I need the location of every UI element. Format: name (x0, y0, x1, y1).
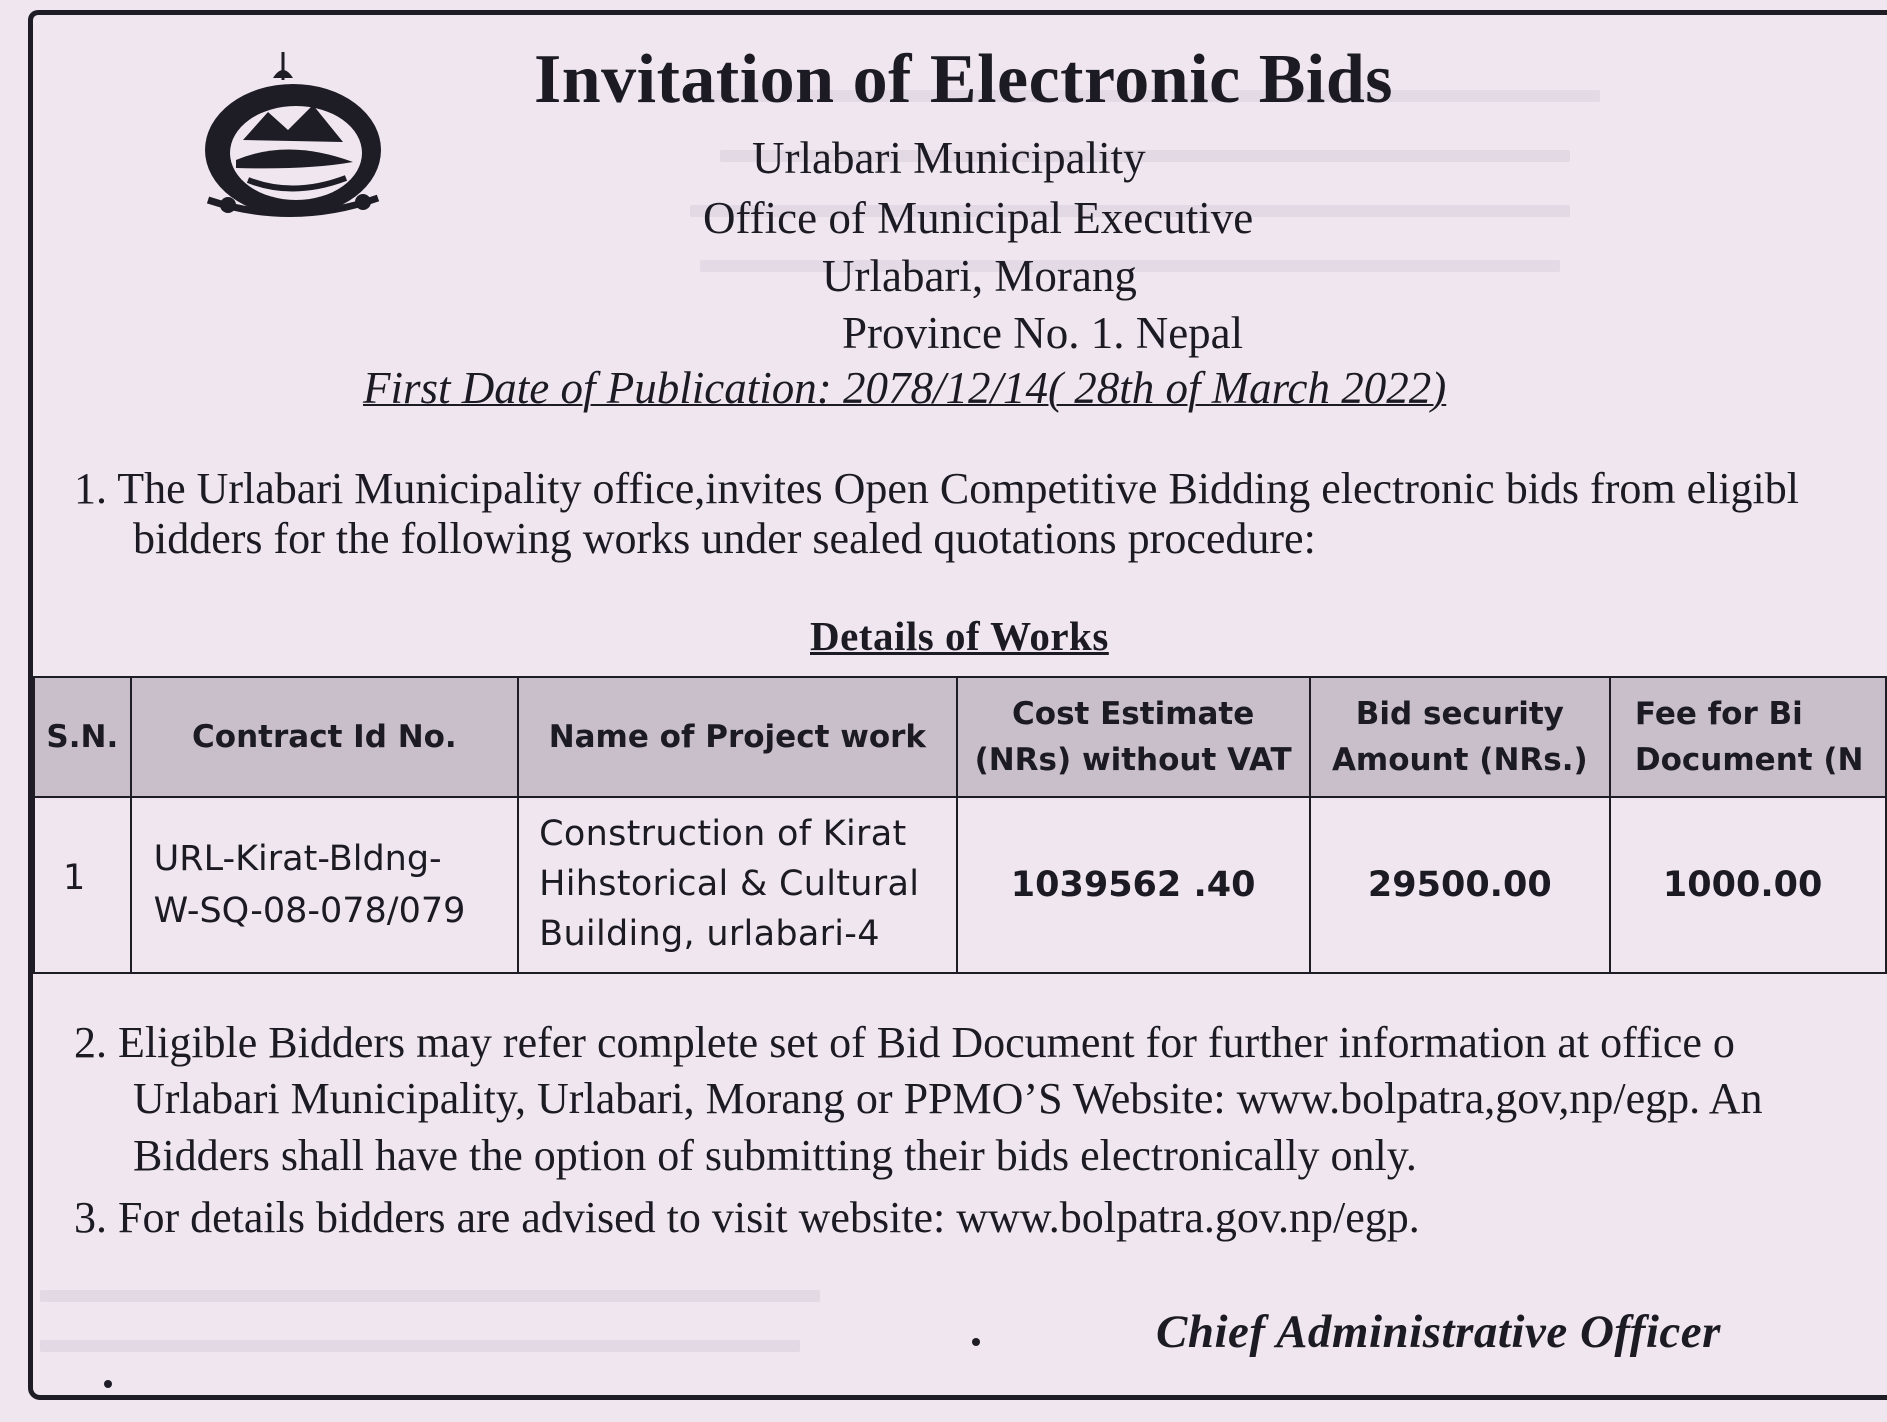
header-cost-line-1: Cost Estimate (1012, 695, 1255, 732)
province-name: Province No. 1. Nepal (842, 308, 1244, 358)
details-of-works-heading: Details of Works (810, 613, 1109, 659)
clause-3: 3. For details bidders are advised to visit website: www.bolpatra.gov.np/egp. (74, 1193, 1420, 1242)
header-security-line-2: Amount (NRs.) (1331, 742, 1588, 778)
table-row (34, 797, 1886, 973)
ink-dot (104, 1380, 112, 1388)
cell-project-name (518, 797, 956, 973)
cell-fee: 1000.00 (1610, 797, 1886, 973)
header-project-name: Name of Project work (518, 677, 956, 797)
cell-sn: 1 (34, 797, 131, 973)
publication-date: First Date of Publication: 2078/12/14( 28th of March 2022) (363, 363, 1447, 413)
header-fee (1610, 677, 1886, 797)
cell-cost-estimate: 1039562 .40 (957, 797, 1310, 973)
signatory-title: Chief Administrative Officer (1156, 1306, 1721, 1358)
header-security-line-1: Bid security (1355, 695, 1564, 732)
clause-1-line-1: 1. The Urlabari Municipality office,invites Open Competitive Bidding electronic bids from eligibl (74, 464, 1800, 513)
contract-id-line-2: W-SQ-08-078/079 (153, 891, 466, 931)
works-table (33, 676, 1887, 974)
header-cost-line-2: (NRs) without VAT (974, 742, 1292, 778)
organization-name: Urlabari Municipality (752, 133, 1146, 183)
cell-contract-id (131, 797, 519, 973)
header-fee-line-1: Fee for Bi (1634, 695, 1803, 732)
header-cost-estimate (957, 677, 1310, 797)
works-table-header-row (34, 677, 1886, 797)
clause-1-line-2: bidders for the following works under sealed quotations procedure: (133, 514, 1316, 563)
header-fee-line-2: Document (N (1634, 742, 1864, 778)
clause-2-line-1: 2. Eligible Bidders may refer complete set of Bid Document for further information at office o (74, 1018, 1735, 1067)
header-contract-id: Contract Id No. (131, 677, 519, 797)
office-location: Urlabari, Morang (822, 251, 1137, 301)
contract-id-line-1: URL-Kirat-Bldng- (153, 838, 442, 879)
project-name-line-1: Construction of Kirat (539, 814, 907, 855)
ink-dot (972, 1338, 980, 1346)
project-name-line-3: Building, urlabari-4 (539, 913, 880, 954)
clause-2-line-2: Urlabari Municipality, Urlabari, Morang or PPMO’S Website: www.bolpatra,gov,np/egp. An (133, 1074, 1763, 1123)
office-name: Office of Municipal Executive (703, 193, 1254, 243)
cell-bid-security: 29500.00 (1310, 797, 1610, 973)
clause-2-line-3: Bidders shall have the option of submitting their bids electronically only. (133, 1131, 1417, 1180)
header-bid-security (1310, 677, 1610, 797)
notice-title: Invitation of Electronic Bids (533, 41, 1394, 118)
header-sn: S.N. (34, 677, 131, 797)
project-name-line-2: Hihstorical & Cultural (539, 864, 920, 905)
